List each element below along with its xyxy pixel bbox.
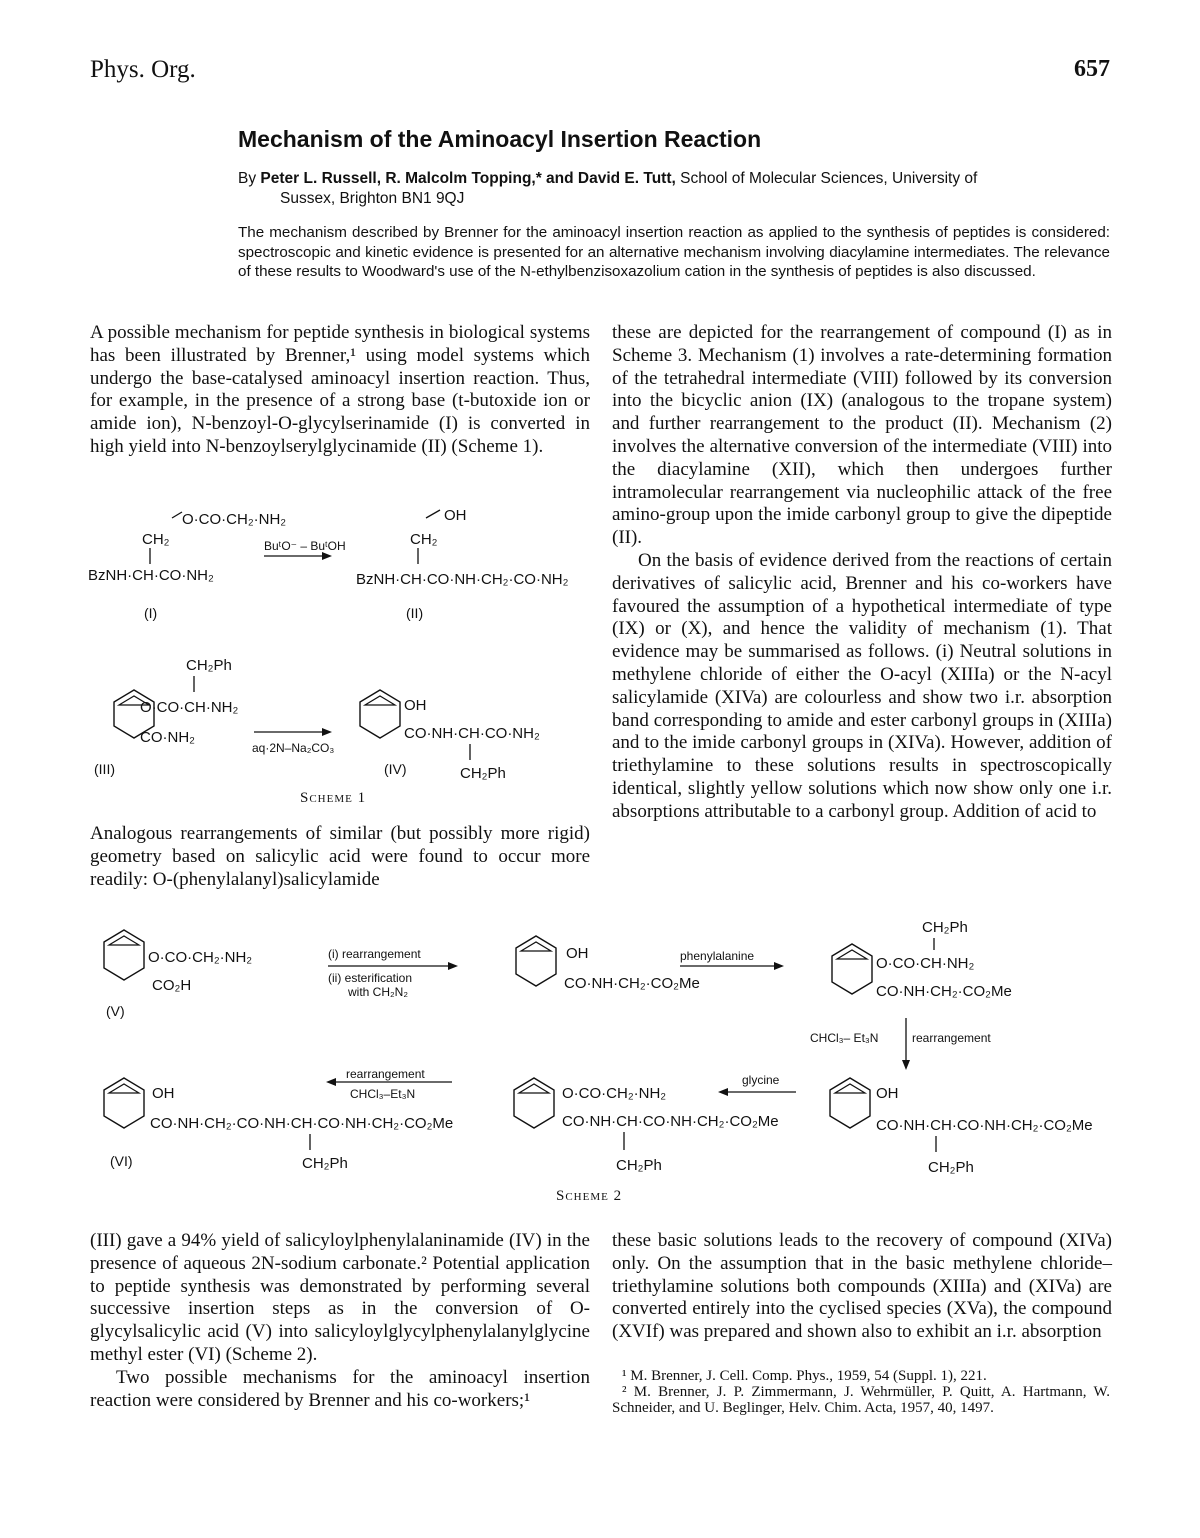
compound-III-amide: CO·NH₂ bbox=[140, 729, 195, 746]
scheme2-arrow1-bottom1: (ii) esterification bbox=[328, 971, 413, 985]
column-1-top bbox=[90, 322, 590, 459]
paragraph-evidence: On the basis of evidence derived from the reactions of certain derivatives of salicylic acid, Brenner and his co-workers have favoured the assumption of a hypothetical intermediate of type (IX) or (X), and hence the validity of mechanism (1). That evidence may be summarised as follows. (i) Neutral solutions in methylene chloride of either the O-acyl (XIIIa) or the N-acyl salicylamide (XIVa) are colourless and show two i.r. absorption band corresponding to amide and ester carbonyl groups in (XIIIa) and to the imide carbonyl groups in (XIVa). However, addition of triethylamine to these solutions results in spectroscopically identical, slightly yellow solutions which now show only one i.r. absorptions attributable to a carbonyl group. Addition of acid to bbox=[612, 549, 1112, 822]
paragraph-two-mechanisms: Two possible mechanisms for the aminoacyl insertion reaction were considered by Brenner and his co-workers;¹ bbox=[90, 1366, 590, 1411]
column-1-bottom bbox=[90, 1230, 590, 1412]
compound-IV-chain: CO·NH·CH·CO·NH₂ bbox=[404, 725, 540, 742]
compound-C-chain: CO·NH·CH₂·CO₂Me bbox=[876, 983, 1012, 1000]
compound-B-oh: OH bbox=[566, 945, 589, 962]
compound-D-ch2ph: CH₂Ph bbox=[928, 1159, 974, 1176]
affiliation-address: Sussex, Brighton BN1 9QJ bbox=[280, 190, 465, 207]
compound-V-label: (V) bbox=[106, 1003, 125, 1019]
byline-by: By bbox=[238, 170, 257, 187]
benzene-ring-icon bbox=[360, 690, 400, 738]
column-2-bottom bbox=[612, 1230, 1112, 1344]
compound-E-chain: CO·NH·CH·CO·NH·CH₂·CO₂Me bbox=[562, 1113, 779, 1130]
scheme2-arrow1-top: (i) rearrangement bbox=[328, 947, 421, 961]
author-names: Peter L. Russell, R. Malcolm Topping,* and David E. Tutt, bbox=[260, 170, 676, 187]
paragraph-yield: (III) gave a 94% yield of salicyloylphenylalaninamide (IV) in the presence of aqueous 2N-sodium carbonate.² Potential application to peptide synthesis was demonstrated by performing several successive insertion steps as in the conversion of O-glycylsalicylic acid (V) into salicyloylglycylphenylalanylglycine methyl ester (VI) (Scheme 2). bbox=[90, 1230, 590, 1365]
scheme2-arrow1-bottom2: with CH₂N₂ bbox=[348, 985, 408, 999]
compound-V-ester: O·CO·CH₂·NH₂ bbox=[148, 949, 253, 966]
footnote-1: ¹ M. Brenner, J. Cell. Comp. Phys., 1959, 54 (Suppl. 1), 221. bbox=[622, 1368, 987, 1384]
column-2-top bbox=[612, 322, 1112, 824]
compound-I-backbone: BzNH·CH·CO·NH₂ bbox=[88, 567, 214, 584]
compound-IV-ch2ph: CH₂Ph bbox=[460, 765, 506, 782]
compound-VI-label: (VI) bbox=[110, 1153, 133, 1169]
compound-II-ch2: CH₂ bbox=[410, 531, 438, 548]
compound-II-label: (II) bbox=[406, 605, 424, 621]
benzene-ring-icon bbox=[830, 1078, 870, 1128]
affiliation: School of Molecular Sciences, University of bbox=[680, 170, 978, 187]
compound-VI-chain: CO·NH·CH₂·CO·NH·CH·CO·NH·CH₂·CO₂Me bbox=[150, 1115, 454, 1132]
abstract: The mechanism described by Brenner for the aminoacyl insertion reaction as applied to the synthesis of peptides is considered: spectroscopic and kinetic evidence is presented for an alternative mechanism involving diacylamine intermediates. The relevance of these results to Woodward's use of the N-ethylbenzisoxazolium cation in the synthesis of peptides is also discussed. bbox=[238, 224, 1110, 280]
benzene-ring-icon bbox=[832, 944, 872, 994]
compound-IV-label: (IV) bbox=[384, 761, 407, 777]
footnotes bbox=[612, 1368, 1110, 1416]
compound-II-backbone: BzNH·CH·CO·NH·CH₂·CO·NH₂ bbox=[356, 571, 569, 588]
scheme2-arrow3-left: CHCl₃– Et₃N bbox=[810, 1031, 879, 1045]
compound-C-ester: O·CO·CH·NH₂ bbox=[876, 955, 975, 972]
compound-E-ester: O·CO·CH₂·NH₂ bbox=[562, 1085, 667, 1102]
paragraph-salicylic: Analogous rearrangements of similar (but possibly more rigid) geometry based on salicylic acid were found to occur more readily: O-(phenylalanyl)salicylamide bbox=[90, 823, 590, 890]
scheme2-arrow5-top: rearrangement bbox=[346, 1067, 425, 1081]
compound-IV-oh: OH bbox=[404, 697, 427, 714]
benzene-ring-icon bbox=[104, 1078, 144, 1128]
benzene-ring-icon bbox=[516, 936, 556, 986]
article-title: Mechanism of the Aminoacyl Insertion Reaction bbox=[238, 126, 762, 152]
paragraph-intro: A possible mechanism for peptide synthesis in biological systems has been illustrated by Brenner,¹ using model systems which undergo the base-catalysed aminoacyl insertion reaction. Thus, for example, in the presence of a strong base (t-butoxide ion or amide ion), N-benzoyl-O-glycylserinamide (I) is converted in high yield into N-benzoylserylglycinamide (II) (Scheme 1). bbox=[90, 322, 590, 457]
compound-III-label: (III) bbox=[94, 761, 115, 777]
compound-C-ch2ph: CH₂Ph bbox=[922, 919, 968, 936]
compound-I-ch2: CH₂ bbox=[142, 531, 170, 548]
compound-VI-ch2ph: CH₂Ph bbox=[302, 1155, 348, 1172]
scheme-1-caption: Scheme 1 bbox=[300, 790, 367, 806]
compound-III-ester: O·CO·CH·NH₂ bbox=[140, 699, 239, 716]
scheme1-arrow1-reagent: BuᵗO⁻ – BuᵗOH bbox=[264, 539, 346, 553]
compound-E-ch2ph: CH₂Ph bbox=[616, 1157, 662, 1174]
footnote-2: ² M. Brenner, J. P. Zimmermann, J. Wehrmüller, P. Quitt, A. Hartmann, W. Schneider, and U. Beglinger, Helv. Chim. Acta, 1957, 40, 1497. bbox=[612, 1384, 1110, 1416]
page-number: 657 bbox=[1074, 56, 1110, 82]
scheme2-arrow3-right: rearrangement bbox=[912, 1031, 991, 1045]
compound-D-oh: OH bbox=[876, 1085, 899, 1102]
scheme-2-diagram bbox=[96, 912, 1112, 1184]
compound-B-chain: CO·NH·CH₂·CO₂Me bbox=[564, 975, 700, 992]
compound-I-ester: O·CO·CH₂·NH₂ bbox=[182, 511, 287, 528]
paragraph-mechanisms: these are depicted for the rearrangement of compound (I) as in Scheme 3. Mechanism (1) involves a rate-determining formation of the tetrahedral intermediate (VIII) followed by its conversion into the bicyclic anion (IX) (analogous to the tropane system) and further rearrangement to the product (II). Mechanism (2) involves the alternative conversion of the intermediate (VIII) into the diacylamine (XII), which then undergoes further intramolecular rearrangement via nucleophilic attack of the free amino-group upon the imide carbonyl group to give the dipeptide (II). bbox=[612, 322, 1112, 549]
scheme2-arrow4-reagent: glycine bbox=[742, 1073, 780, 1087]
paragraph-basic-solutions: these basic solutions leads to the recovery of compound (XIVa) only. On the assumption that in the basic methylene chloride–triethylamine solutions both compounds (XIIIa) and (XIVa) are converted entirely into the cyclised species (XVa), the compound (XVIf) was prepared and shown also to exhibit an i.r. absorption bbox=[612, 1230, 1112, 1343]
scheme1-arrow2-reagent: aq·2N–Na₂CO₃ bbox=[252, 741, 335, 755]
running-head: Phys. Org. bbox=[90, 56, 196, 83]
scheme-2-caption: Scheme 2 bbox=[556, 1188, 623, 1204]
benzene-ring-icon bbox=[514, 1078, 554, 1128]
column-1-middle bbox=[90, 823, 590, 891]
byline bbox=[238, 169, 1110, 209]
benzene-ring-icon bbox=[104, 930, 144, 980]
compound-I-label: (I) bbox=[144, 605, 158, 621]
compound-III-ch2ph: CH₂Ph bbox=[186, 657, 232, 674]
compound-V-acid: CO₂H bbox=[152, 977, 192, 994]
scheme2-arrow2-reagent: phenylalanine bbox=[680, 949, 755, 963]
compound-II-oh: OH bbox=[444, 507, 467, 524]
compound-D-chain: CO·NH·CH·CO·NH·CH₂·CO₂Me bbox=[876, 1117, 1093, 1134]
scheme-1-diagram bbox=[88, 498, 600, 790]
compound-VI-oh: OH bbox=[152, 1085, 175, 1102]
scheme2-arrow5-bottom: CHCl₃–Et₃N bbox=[350, 1087, 416, 1101]
